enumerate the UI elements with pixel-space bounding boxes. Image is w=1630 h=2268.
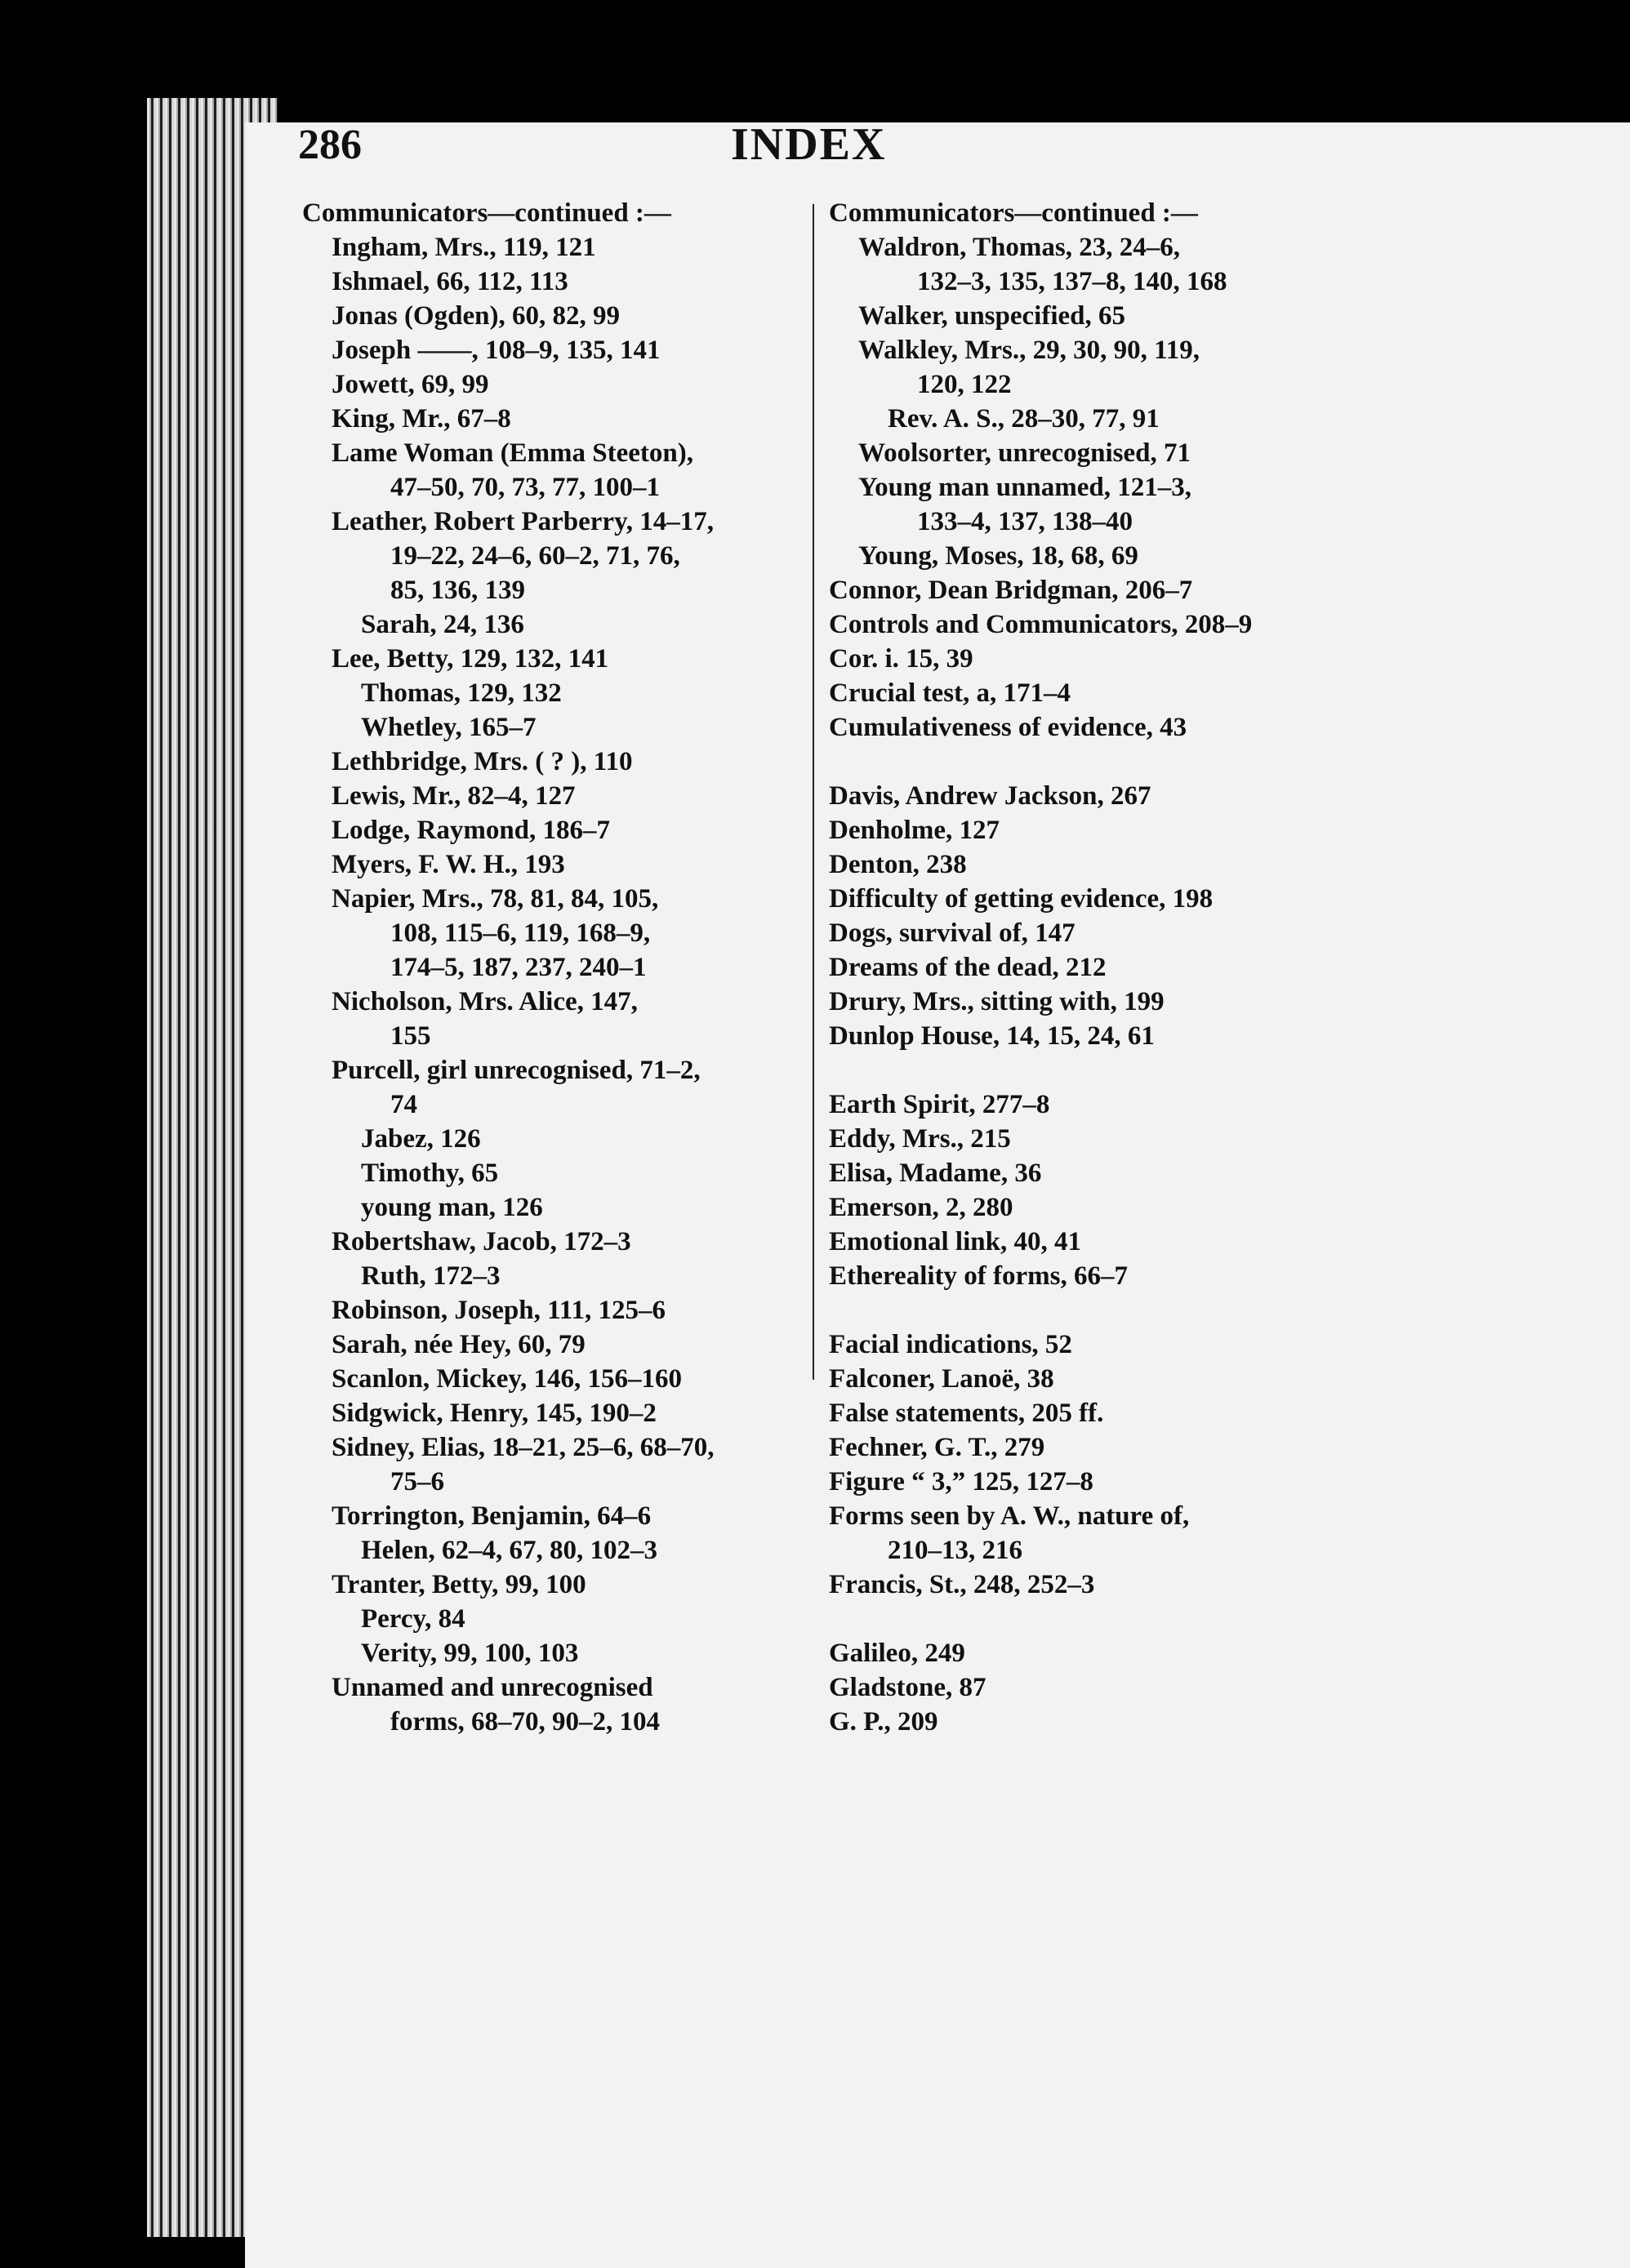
index-entry: Sarah, 24, 136 [361,610,524,639]
index-entry: 155 [390,1021,431,1051]
index-entry: Young man unnamed, 121–3, [858,473,1192,502]
index-entry: Denton, 238 [829,850,967,879]
index-entry: Helen, 62–4, 67, 80, 102–3 [361,1536,657,1565]
index-column-right [829,196,1401,1739]
index-entry: Jonas (Ogden), 60, 82, 99 [332,301,620,331]
section-gap [829,1602,1401,1636]
index-entry: Lee, Betty, 129, 132, 141 [332,644,609,674]
index-entry: 120, 122 [917,370,1012,399]
index-entry: 108, 115–6, 119, 168–9, [390,918,651,948]
index-entry: Whetley, 165–7 [361,713,537,742]
index-entry: Crucial test, a, 171–4 [829,678,1071,708]
index-entry: 75–6 [390,1467,444,1496]
index-entry: Cor. i. 15, 39 [829,644,973,674]
section-gap [829,745,1401,779]
index-entry: Young, Moses, 18, 68, 69 [858,541,1138,571]
index-entry: forms, 68–70, 90–2, 104 [390,1707,660,1737]
index-entry: Myers, F. W. H., 193 [332,850,565,879]
index-entry: Communicators—continued :— [302,198,671,228]
index-entry: Gladstone, 87 [829,1673,986,1702]
index-entry: Dogs, survival of, 147 [829,918,1076,948]
index-entry: Jabez, 126 [361,1124,481,1154]
index-entry: Cumulativeness of evidence, 43 [829,713,1187,742]
running-head: INDEX [731,119,887,170]
index-entry: Woolsorter, unrecognised, 71 [858,438,1191,468]
index-entry: 19–22, 24–6, 60–2, 71, 76, [390,541,680,571]
index-entry: Lewis, Mr., 82–4, 127 [332,781,576,811]
index-entry: Facial indications, 52 [829,1330,1072,1359]
index-entry: Ishmael, 66, 112, 113 [332,267,568,296]
index-entry: 210–13, 216 [888,1536,1022,1565]
index-entry: False statements, 205 ff. [829,1399,1104,1428]
index-entry: Forms seen by A. W., nature of, [829,1501,1190,1531]
index-entry: young man, 126 [361,1193,543,1222]
index-entry: Lodge, Raymond, 186–7 [332,816,611,845]
index-entry: Verity, 99, 100, 103 [361,1639,579,1668]
index-entry: Difficulty of getting evidence, 198 [829,884,1214,914]
index-entry: 47–50, 70, 73, 77, 100–1 [390,473,660,502]
index-entry: Dreams of the dead, 212 [829,953,1107,982]
section-gap [829,1293,1401,1327]
index-entry: Scanlon, Mickey, 146, 156–160 [332,1364,683,1394]
index-entry: Francis, St., 248, 252–3 [829,1570,1095,1599]
index-entry: Emerson, 2, 280 [829,1193,1013,1222]
index-entry: Robertshaw, Jacob, 172–3 [332,1227,631,1256]
index-entry: Emotional link, 40, 41 [829,1227,1081,1256]
index-entry: 74 [390,1090,417,1119]
index-entry: Thomas, 129, 132 [361,678,562,708]
index-entry: Torrington, Benjamin, 64–6 [332,1501,652,1531]
page-number: 286 [298,122,362,168]
index-entry: Controls and Communicators, 208–9 [829,610,1253,639]
index-entry: Ingham, Mrs., 119, 121 [332,233,596,262]
index-entry: Nicholson, Mrs. Alice, 147, [332,987,638,1016]
index-entry: Lame Woman (Emma Steeton), [332,438,694,468]
index-entry: Ruth, 172–3 [361,1261,501,1291]
index-entry: Earth Spirit, 277–8 [829,1090,1050,1119]
index-entry: Falconer, Lanoë, 38 [829,1364,1054,1394]
index-entry: Timothy, 65 [361,1158,499,1188]
column-divider [813,204,814,1380]
index-entry: Rev. A. S., 28–30, 77, 91 [888,404,1160,434]
index-entry: Unnamed and unrecognised [332,1673,653,1702]
index-entry: King, Mr., 67–8 [332,404,511,434]
index-entry: Napier, Mrs., 78, 81, 84, 105, [332,884,659,914]
index-entry: Davis, Andrew Jackson, 267 [829,781,1151,811]
index-entry: 132–3, 135, 137–8, 140, 168 [917,267,1227,296]
index-entry: 133–4, 137, 138–40 [917,507,1133,536]
section-gap [829,1053,1401,1087]
index-entry: Drury, Mrs., sitting with, 199 [829,987,1165,1016]
index-entry: Robinson, Joseph, 111, 125–6 [332,1296,666,1325]
index-entry: 174–5, 187, 237, 240–1 [390,953,647,982]
index-entry: Leather, Robert Parberry, 14–17, [332,507,715,536]
index-column-left [302,196,874,1739]
index-entry: Figure “ 3,” 125, 127–8 [829,1467,1093,1496]
index-entry: Denholme, 127 [829,816,1000,845]
index-entry: G. P., 209 [829,1707,938,1737]
index-entry: Joseph ——, 108–9, 135, 141 [332,336,661,365]
index-entry: Dunlop House, 14, 15, 24, 61 [829,1021,1155,1051]
index-entry: Tranter, Betty, 99, 100 [332,1570,586,1599]
index-entry: Sidney, Elias, 18–21, 25–6, 68–70, [332,1433,715,1462]
index-entry: Ethereality of forms, 66–7 [829,1261,1128,1291]
index-entry: Fechner, G. T., 279 [829,1433,1045,1462]
index-entry: Jowett, 69, 99 [332,370,489,399]
index-entry: Sarah, née Hey, 60, 79 [332,1330,586,1359]
index-entry: Galileo, 249 [829,1639,965,1668]
index-entry: Lethbridge, Mrs. ( ? ), 110 [332,747,633,776]
index-entry: Walker, unspecified, 65 [858,301,1125,331]
index-entry: 85, 136, 139 [390,576,525,605]
index-entry: Waldron, Thomas, 23, 24–6, [858,233,1180,262]
index-entry: Eddy, Mrs., 215 [829,1124,1011,1154]
index-entry: Communicators—continued :— [829,198,1198,228]
index-entry: Elisa, Madame, 36 [829,1158,1042,1188]
index-entry: Walkley, Mrs., 29, 30, 90, 119, [858,336,1200,365]
index-entry: Connor, Dean Bridgman, 206–7 [829,576,1193,605]
index-entry: Purcell, girl unrecognised, 71–2, [332,1056,701,1085]
index-entry: Percy, 84 [361,1604,465,1634]
index-entry: Sidgwick, Henry, 145, 190–2 [332,1399,657,1428]
